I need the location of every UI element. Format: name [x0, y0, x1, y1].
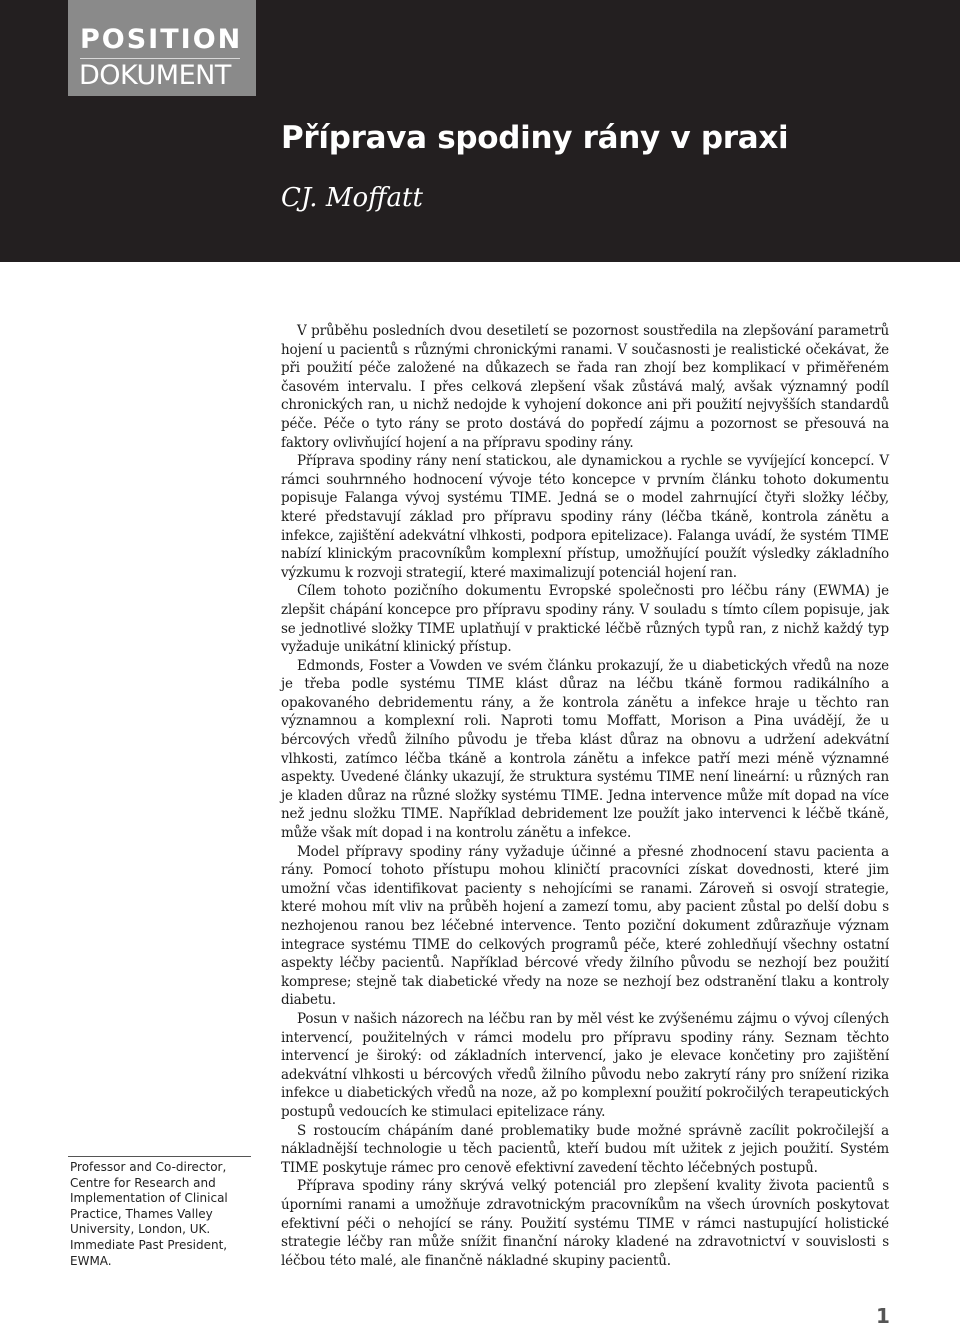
author-affiliation: Professor and Co-director, Centre for Research and Implementation of Clinical Practice, Thames Valley University, London, UK. Immediate Past President, EWMA.: [70, 1160, 228, 1268]
body-paragraph: Příprava spodiny rány není statickou, ale dynamickou a rychle se vyvíjející koncepcí. V rámci souhrnného hodnocení vývoje této koncepce v prvním článku tohoto dokumentu popisuje Falanga vývoj systému TIME. Jedná se o model zahrnující čtyři složky léčby, které představují základ pro přípravu spodiny rány (léčba tkáně, kontrola zánětu a infekce, zajištění adekvátní vlhkosti, podpora epitelizace). Falanga uvádí, že systém TIME nabízí klinickým pracovníkům komplexní přístup, umožňující použít výsledky základního výzkumu k rozvoji strategií, které maximalizují potenciál hojení ran.: [281, 453, 889, 581]
badge-divider: [80, 58, 240, 59]
header-band: [0, 0, 960, 262]
badge-document-label: DOKUMENT: [79, 60, 231, 91]
page-number: 1: [876, 1304, 890, 1328]
body-paragraph: Příprava spodiny rány skrývá velký potenciál pro zlepšení kvality života pacientů s úporními ranami a umožňuje zdravotnickým pracovníkům na všech úrovních poskytovat efektivní péči o nehojící se rány. Použití systému TIME v rámci nastupující holistické strategie léčby ran může snížit finanční nároky kladené na zdravotnictví v souvislosti s léčbou této malé, ale finančně nákladné skupiny pacientů.: [281, 1178, 889, 1269]
body-paragraph: Posun v našich názorech na léčbu ran by měl vést ke zvýšenému zájmu o vývoj cílených intervencí, použitelných v rámci modelu pro přípravu spodiny rány. Seznam těchto intervencí je široký: od základních intervencí, jako je elevace končetiny pro zajištění adekvátní vlhkosti u bércových vředů žilního původu nebo zakrytí rány pro snížení rizika infekce u diabetických vředů na noze, až po komplexní použití pokročilých terapeutických postupů vedoucích ke stimulaci epitelizace rány.: [281, 1010, 889, 1120]
article-body: [281, 322, 889, 1270]
document-type-badge: [68, 0, 256, 96]
body-paragraph: Model přípravy spodiny rány vyžaduje účinné a přesné zhodnocení stavu pacienta a rány. Pomocí tohoto přístupu mohou kliničtí pracovníci získat dovednosti, které jim umožní včas identifikovat pacienty s nehojícími se ranami. Zároveň si osvojí strategie, které mohou mít vliv na průběh hojení a zamezí tomu, aby pacient zůstal po delší dobu s nezhojenou ranou bez léčebné intervence. Tento poziční dokument zdůrazňuje význam integrace systému TIME do celkových programů péče, které zohledňují všechny ostatní aspekty léčby pacientů. Například bércové vředy žilního původu se nezhojí bez použití komprese; stejně tak diabetické vředy na noze se nezhojí bez odstranění tlaku a kontroly diabetu.: [281, 843, 889, 1009]
badge-position-label: POSITION: [80, 24, 243, 55]
body-paragraph: V průběhu posledních dvou desetiletí se pozornost soustředila na zlepšování parametrů hojení u pacientů s různými chronickými ranami. V současnosti je realistické očekávat, že při použití péče založené na důkazech se řada ran zhojí bez komplikací v přiměřeném časovém intervalu. I přes celková zlepšení však zůstává malý, avšak významný podíl chronických ran, u nichž nedojde k vyhojení dokonce ani při použití nejvyšších standardů péče. Péče o tyto rány se proto dostává do popředí zájmu a pozornost se přesouvá na faktory ovlivňující hojení a na přípravu spodiny rány.: [281, 323, 889, 451]
body-paragraph: S rostoucím chápáním dané problematiky bude možné správně zacílit pokročilejší a nákladnější technologie u těch pacientů, kteří budou mít užitek z jejich použití. Systém TIME poskytuje rámec pro cenově efektivní zavedení těchto léčebných postupů.: [281, 1122, 889, 1176]
body-paragraph: Edmonds, Foster a Vowden ve svém článku prokazují, že u diabetických vředů na noze je třeba podle systému TIME klást důraz na léčbu tkáně formou radikálního a opakovaného debridementu rány, a že kontrola zánětu a infekce hraje u těchto ran významnou a komplexní roli. Naproti tomu Moffatt, Morison a Pina uvádějí, že u bércových vředů žilního původu je třeba klást důraz na obnovu a udržení adekvátní vlhkosti, zatímco léčba tkáně a kontrola zánětu a infekce patří mezi méně významné aspekty. Uvedené články ukazují, že struktura systému TIME není lineární: u různých ran je kladen důraz na různé složky systému TIME. Jedna intervence může mít dopad na více než jednu složku TIME. Například debridement lze použít jako intervenci k léčbě tkáně, může však mít dopad i na kontrolu zánětu a infekce.: [281, 657, 889, 842]
body-paragraph: Cílem tohoto pozičního dokumentu Evropské společnosti pro léčbu rány (EWMA) je zlepšit chápání koncepce pro přípravu spodiny rány. V souladu s tímto cílem popisuje, jak se jednotlivé složky TIME uplatňují v praktické léčbě různých typů ran, z nichž každý typ vyžaduje unikátní klinický přístup.: [281, 583, 889, 656]
article-author: CJ. Moffatt: [281, 183, 423, 213]
sidebar-divider: [68, 1156, 251, 1157]
article-title: Příprava spodiny rány v praxi: [281, 120, 789, 156]
